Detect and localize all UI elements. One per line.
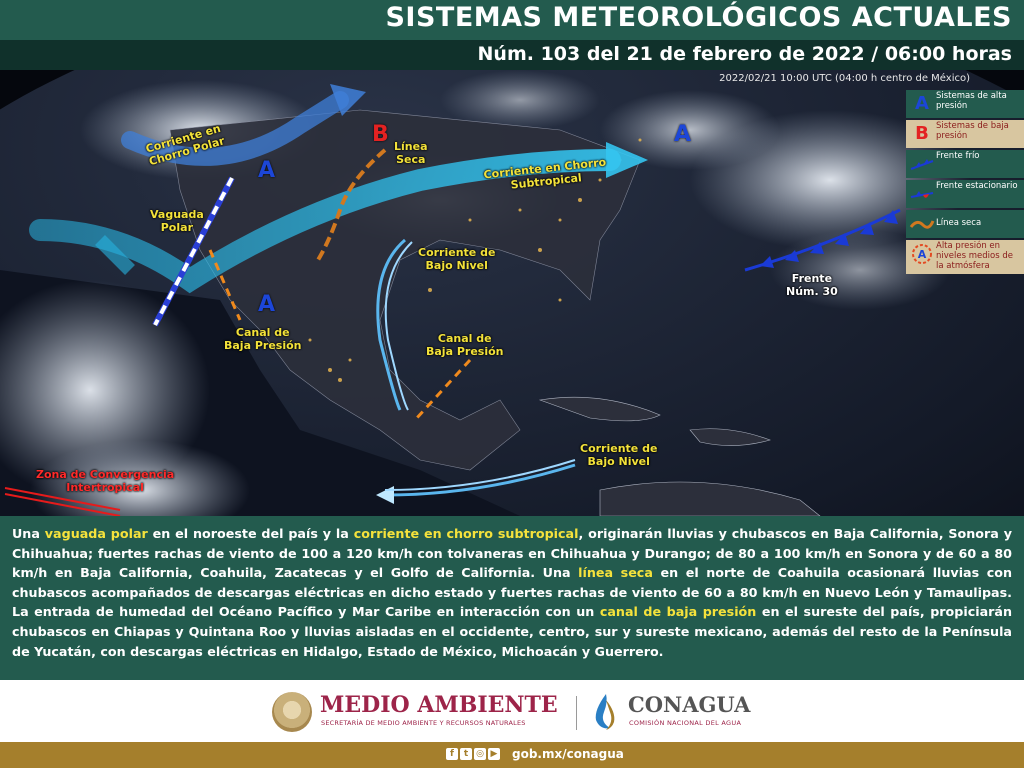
social-links: [446, 748, 500, 760]
highlight-canal-baja: canal de baja presión: [599, 604, 757, 620]
legend-stationary-front: Frente estacionario: [906, 180, 1024, 208]
highlight-linea-seca: línea seca: [578, 565, 653, 581]
label-dry-line: Línea Seca: [394, 140, 428, 166]
twitter-icon[interactable]: t: [460, 748, 472, 760]
medio-ambiente-subtitle: SECRETARÍA DE MEDIO AMBIENTE Y RECURSOS NATURALES: [321, 719, 526, 727]
cold-front-icon: [909, 153, 935, 175]
label-trough-east: Canal de Baja Presión: [426, 332, 504, 358]
stationary-front-icon: [909, 183, 935, 205]
label-subtropical-jet: Corriente en Chorro Subtropical: [482, 155, 607, 192]
high-pressure-legend-icon: A: [915, 93, 929, 114]
bulletin-number: Núm. 103 del 21 de febrero de 2022 / 06:00 horas: [477, 43, 1012, 65]
subtitle-bar: [0, 40, 1024, 70]
title-bar: [0, 0, 1024, 40]
instagram-icon[interactable]: ◎: [474, 748, 486, 760]
label-itcz: Zona de Convergencia Intertropical: [36, 468, 175, 494]
label-low-level-jet-pacific: Corriente de Bajo Nivel: [580, 442, 658, 468]
youtube-icon[interactable]: ▶: [488, 748, 500, 760]
page-title: SISTEMAS METEOROLÓGICOS ACTUALES: [385, 2, 1012, 33]
satellite-timestamp: 2022/02/21 10:00 UTC (04:00 h centro de México): [719, 73, 970, 84]
mid-level-high-icon: [909, 243, 935, 265]
mexico-seal-icon: [272, 692, 312, 732]
highlight-vaguada-polar: vaguada polar: [44, 526, 148, 541]
conagua-logo: CONAGUA: [628, 692, 751, 717]
low-pressure-legend-icon: B: [915, 123, 929, 144]
high-pressure-symbol: A: [258, 158, 276, 183]
label-low-level-jet-gulf: Corriente de Bajo Nivel: [418, 246, 496, 272]
label-front-30: Frente Núm. 30: [786, 272, 838, 298]
legend-dry-line: Línea seca: [906, 210, 1024, 238]
logo-divider: [576, 696, 577, 730]
legend-high-pressure: A Sistemas de alta presión: [906, 90, 1024, 118]
bulletin-text: Una vaguada polar en el noroeste del país y la corriente en chorro subtropical, originarán lluvias y chubascos en Baja California, Sonora y Chihuahua; fuertes rachas de viento de 100 a 120 km/h con tolvaneras en Chihuahua y Durango; de 80 a 100 km/h en Sonora y de 60 a 80 km/h en Baja California, Coahuila, Zacatecas y el Golfo de California. Una línea seca en el norte de Coahuila ocasionará lluvias con chubascos acompañados de descargas eléctricas en dicho estado y fuertes rachas de viento de 60 a 80 km/h en Nuevo León y Tamaulipas. La entrada de humedad del Océano Pacífico y Mar Caribe en interacción con un canal de baja presión en el sureste del país, propiciarán chubascos en Chiapas y Quintana Roo y lluvias aisladas en el occidente, centro, sur y sureste mexicano, además del resto de la Península de Yucatán, con descargas eléctricas en Hidalgo, Estado de México, Michoacán y Guerrero.: [12, 526, 1013, 659]
legend-mid-level-high: A Alta presión en niveles medios de la atmósfera: [906, 240, 1024, 274]
label-polar-trough: Vaguada Polar: [150, 208, 204, 234]
svg-text:A: A: [917, 248, 927, 261]
low-pressure-symbol: B: [372, 122, 389, 147]
high-pressure-symbol: A: [258, 292, 276, 317]
bulletin-panel: [0, 516, 1024, 680]
medio-ambiente-logo: MEDIO AMBIENTE: [320, 692, 558, 718]
label-polar-jet: Corriente en Chorro Polar: [144, 121, 227, 169]
logo-strip: [0, 680, 1024, 742]
legend-cold-front: Frente frío: [906, 150, 1024, 178]
high-pressure-symbol: A: [674, 122, 692, 147]
footer-bar: [0, 742, 1024, 768]
highlight-chorro-subtropical: corriente en chorro subtropical: [353, 526, 579, 541]
satellite-map: [0, 70, 1024, 516]
conagua-drop-icon: [590, 692, 622, 732]
legend-low-pressure: B Sistemas de baja presión: [906, 120, 1024, 148]
conagua-subtitle: COMISIÓN NACIONAL DEL AGUA: [629, 719, 742, 727]
map-canvas: [0, 70, 1024, 516]
dry-line-icon: [909, 213, 935, 235]
map-legend: [906, 90, 1024, 276]
label-trough-west: Canal de Baja Presión: [224, 326, 302, 352]
facebook-icon[interactable]: f: [446, 748, 458, 760]
footer-url-link[interactable]: gob.mx/conagua: [512, 747, 624, 761]
